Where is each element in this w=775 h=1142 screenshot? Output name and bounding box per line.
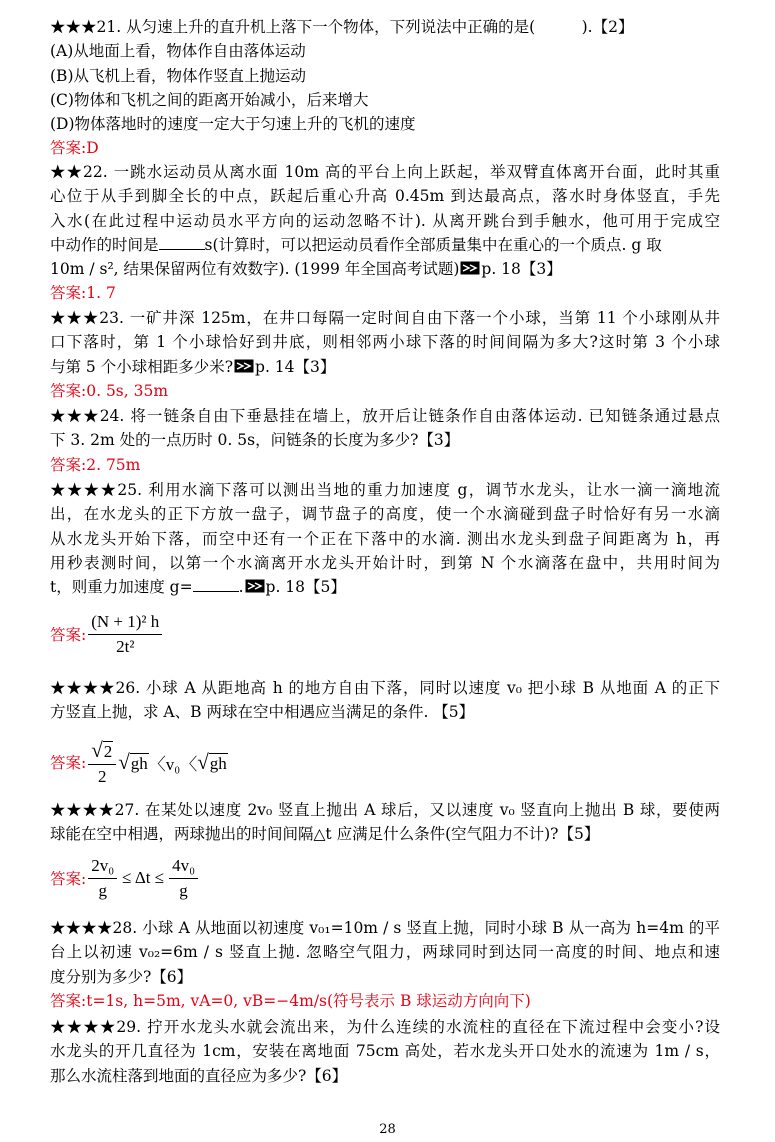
formula-fraction	[88, 612, 162, 656]
page-number: 28	[379, 1122, 396, 1137]
text-segment: p. 18【3】	[481, 260, 562, 279]
question-29-line: 那么水流柱落到地面的直径应为多少?【6】	[50, 1066, 348, 1085]
answer-21: 答案:D	[50, 139, 99, 158]
answer-26	[50, 738, 228, 787]
question-26-line: 方竖直上抛，求 A、B 两球在空中相遇应当满足的条件. 【5】	[50, 703, 475, 722]
formula-fraction	[88, 856, 117, 900]
question-25	[50, 478, 720, 599]
text-segment: 中动作的时间是	[50, 235, 159, 254]
question-22-line	[50, 257, 720, 281]
question-22-line	[50, 233, 720, 257]
question-23-line: 口下落时，第 1 个小球恰好到井底，则相邻两小球下落的时间间隔为多大?这时第 3 个小球	[50, 333, 720, 352]
question-27-line: ★★★★27. 在某处以速度 2v₀ 竖直上抛出 A 球后，又以速度 v₀ 竖直向上抛出 B 球，要使两	[50, 801, 720, 819]
question-25-line: ★★★★25. 利用水滴下落可以测出当地的重力加速度 g，调节水龙头，让水一滴一滴地流	[50, 481, 720, 499]
question-22-line: ★★22. 一跳水运动员从离水面 10m 高的平台上向上跃起，举双臂直体离开台面，此时其重	[50, 163, 720, 181]
inequality-relation: ≤ Δt ≤	[122, 868, 165, 888]
answer-23: 答案:0. 5s, 35m	[50, 381, 169, 400]
answer-22: 答案:1. 7	[50, 284, 116, 303]
text-segment: p. 18【5】	[265, 578, 346, 597]
question-24	[50, 404, 720, 477]
question-28	[50, 916, 720, 1013]
fraction-denominator: 2t²	[116, 636, 135, 656]
sqrt-symbol: √2	[91, 738, 113, 762]
question-26-line: ★★★★26. 小球 A 从距地高 h 的地方自由下落，同时以速度 v₀ 把小球 B 从地面 A 的正下	[50, 679, 720, 697]
sqrt-symbol: √gh	[118, 749, 148, 774]
question-27-line: 球能在空中相遇，两球抛出的时间间隔△t 应满足什么条件(空气阻力不计)?【5】	[50, 825, 600, 844]
sqrt-symbol: √gh	[197, 749, 227, 774]
question-24-line: ★★★24. 将一链条自由下垂悬挂在墙上，放开后让链条作自由落体运动. 已知链条通过悬点	[50, 407, 720, 425]
question-29-line: ★★★★29. 拧开水龙头水就会流出来，为什么连续的水流柱的直径在下流过程中会变小?设	[50, 1018, 720, 1036]
answer-24: 答案:2. 75m	[50, 455, 141, 474]
question-25-line: 从水龙头开始下落，而空中还有一个正在下落中的水滴. 测出水龙头到盘子间距离为 h，再	[50, 529, 720, 548]
radicand: gh	[209, 753, 227, 773]
answer-28: 答案:t=1s, h=5m, vA=0, vB=−4m/s(符号表示 B 球运动方向向下)	[50, 991, 531, 1010]
fraction-denominator: 2	[98, 767, 107, 787]
answer-label: 答案:	[50, 870, 87, 889]
option-d: (D)物体落地时的速度一定大于匀速上升的飞机的速度	[50, 115, 416, 134]
question-23	[50, 306, 720, 403]
answer-25	[50, 612, 164, 656]
answer-blank	[159, 234, 205, 250]
fraction-numerator: (N + 1)² h	[88, 612, 162, 635]
text-segment: 10m / s², 结果保留两位有效数字). (1999 年全国高考试题)	[50, 260, 460, 279]
question-25-line: 用秒表测时间，以第一个水滴离开水龙头开始计时，到第 N 个水滴落在盘中，共用时间为	[50, 553, 720, 572]
answer-blank	[193, 576, 239, 592]
radicand: gh	[130, 753, 148, 773]
radicand: 2	[103, 742, 113, 761]
option-c: (C)物体和飞机之间的距离开始减小，后来增大	[50, 90, 369, 109]
question-22-line: 入水(在此过程中运动员水平方向的运动忽略不计). 从离开跳台到手触水，他可用于完成空	[50, 211, 720, 230]
question-21	[50, 15, 720, 161]
question-21-stem: ★★★21. 从匀速上升的直升机上落下一个物体，下列说法中正确的是( ).【2】	[50, 18, 634, 36]
question-29	[50, 1015, 720, 1088]
question-23-line: ★★★23. 一矿井深 125m，在井口每隔一定时间自由下落一个小球，当第 11 个小球刚从井	[50, 309, 720, 327]
fraction-numerator	[88, 738, 116, 765]
fraction-numerator: 4v₀	[169, 856, 198, 879]
question-25-line	[50, 575, 720, 599]
fraction-denominator: g	[179, 880, 188, 900]
text-segment: s(计算时，可以把运动员看作全部质量集中在重心的一个质点. g 取	[204, 235, 662, 254]
formula-fraction	[88, 738, 116, 787]
option-b: (B)从飞机上看，物体作竖直上抛运动	[50, 66, 306, 85]
answer-27	[50, 856, 200, 900]
text-segment: 与第 5 个小球相距多少米?	[50, 357, 234, 376]
formula-fraction	[169, 856, 198, 900]
question-23-line	[50, 355, 720, 379]
question-27	[50, 798, 720, 847]
option-a: (A)从地面上看，物体作自由落体运动	[50, 42, 306, 61]
question-26	[50, 676, 720, 725]
question-28-line: ★★★★28. 小球 A 从地面以初速度 v₀₁=10m / s 竖直上抛，同时小球 B 从一高为 h=4m 的平	[50, 919, 720, 937]
question-28-line: 度分别为多少?【6】	[50, 967, 193, 986]
question-29-line: 水龙头的开几直径为 1cm，安装在离地面 75cm 高处，若水龙头开口处水的流速为 1m / s，	[50, 1042, 720, 1061]
fraction-numerator: 2v₀	[88, 856, 117, 879]
question-25-line: 出，在水龙头的正下方放一盘子，调节盘子的高度，使一个水滴碰到盘子时恰好有另一水滴	[50, 505, 720, 524]
text-segment: p. 14【3】	[255, 357, 336, 376]
text-segment: t，则重力加速度 g=	[50, 578, 193, 597]
question-22-line: 心位于从手到脚全长的中点，跃起后重心升高 0.45m 到达最高点，落水时身体竖直，手先	[50, 187, 720, 206]
question-24-line: 下 3. 2m 处的一点历时 0. 5s，问链条的长度为多少?【3】	[50, 431, 460, 450]
text-segment: .	[238, 578, 244, 597]
book-reference-icon	[245, 579, 265, 593]
book-reference-icon	[234, 359, 254, 373]
inequality-relation: 〈v₀〈	[148, 754, 198, 774]
answer-label: 答案:	[50, 626, 87, 645]
answer-label: 答案:	[50, 754, 87, 773]
book-reference-icon	[460, 261, 480, 275]
fraction-denominator: g	[98, 880, 107, 900]
question-28-line: 台上以初速 v₀₂=6m / s 竖直上抛. 忽略空气阻力，两球同时到达同一高度的时间、地点和速	[50, 943, 720, 962]
question-22	[50, 160, 720, 306]
